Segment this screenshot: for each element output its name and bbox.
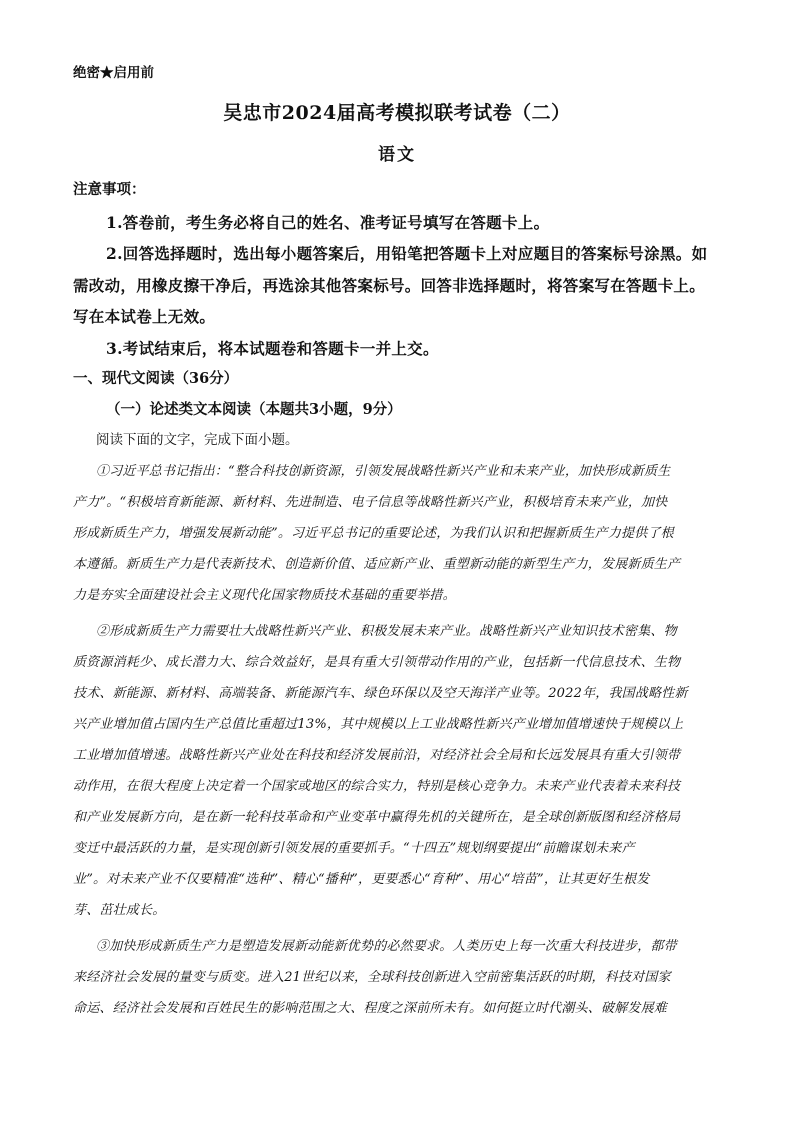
notice-line-3: 需改动，用橡皮擦干净后，再选涂其他答案标号。回答非选择题时，将答案写在答题卡上。 [73, 276, 706, 295]
passage-line: 动作用，在很大程度上决定着一个国家或地区的综合实力，特别是核心竞争力。未来产业代表着未来科技 [73, 779, 681, 794]
notice-line-4: 写在本试卷上无效。 [73, 307, 216, 326]
section-heading: 一、现代文阅读（36分） [73, 370, 239, 387]
reading-instruction: 阅读下面的文字，完成下面小题。 [96, 432, 299, 448]
notice-heading: 注意事项： [73, 181, 146, 198]
passage-line: 芽、茁壮成长。 [73, 903, 166, 918]
passage-line: 和产业发展新方向，是在新一轮科技革命和产业变革中赢得先机的关键所在，是全球创新版图和经济格局 [73, 810, 681, 825]
notice-line-5: 3.考试结束后，将本试题卷和答题卡一并上交。 [106, 339, 439, 358]
confidential-mark: 绝密★启用前 [73, 65, 154, 81]
subsection-heading: （一）论述类文本阅读（本题共3小题，9分） [106, 401, 402, 418]
passage-line: 兴产业增加值占国内生产总值比重超过13%，其中规模以上工业战略性新兴产业增加值增速快于规模以上 [73, 717, 684, 732]
passage-line: 变迁中最活跃的力量，是实现创新引领发展的重要抓手。“十四五”规划纲要提出“前瞻谋划未来产 [73, 841, 635, 856]
passage-line: 力是夯实全面建设社会主义现代化国家物质技术基础的重要举措。 [73, 588, 456, 603]
passage-line: 工业增加值增速。战略性新兴产业处在科技和经济发展前沿，对经济社会全局和长远发展具有重大引领带 [73, 748, 681, 763]
passage-line: 质资源消耗少、成长潜力大、综合效益好，是具有重大引领带动作用的产业，包括新一代信息技术、生物 [73, 655, 681, 670]
passage-line: 业”。对未来产业不仅要精准“选种”、精心“播种”，更要悉心“育种”、用心“培苗”，让其更好生根发 [73, 872, 650, 887]
passage-line: ①习近平总书记指出：“整合科技创新资源，引领发展战略性新兴产业和未来产业，加快形成新质生 [96, 464, 671, 479]
exam-title: 吴忠市2024届高考模拟联考试卷（二） [223, 102, 571, 124]
passage-line: 产力”。“积极培育新能源、新材料、先进制造、电子信息等战略性新兴产业，积极培育未来产业，加快 [73, 495, 668, 510]
notice-line-1: 1.答卷前，考生务必将自己的姓名、准考证号填写在答题卡上。 [106, 213, 550, 232]
subject-title: 语文 [378, 145, 416, 165]
notice-line-2: 2.回答选择题时，选出每小题答案后，用铅笔把答题卡上对应题目的答案标号涂黑。如 [106, 244, 708, 263]
passage-line: 本遵循。新质生产力是代表新技术、创造新价值、适应新产业、重塑新动能的新型生产力，发展新质生产 [73, 557, 681, 572]
passage-line: ②形成新质生产力需要壮大战略性新兴产业、积极发展未来产业。战略性新兴产业知识技术密集、物 [96, 624, 677, 639]
passage-line: 技术、新能源、新材料、高端装备、新能源汽车、绿色环保以及空天海洋产业等。2022年，我国战略性新 [73, 686, 688, 701]
passage-line: 来经济社会发展的量变与质变。进入21世纪以来，全球科技创新进入空前密集活跃的时期，科技对国家 [73, 970, 671, 985]
passage-line: 形成新质生产力，增强发展新动能”。习近平总书记的重要论述，为我们认识和把握新质生产力提供了根 [73, 526, 674, 541]
passage-line: 命运、经济社会发展和百姓民生的影响范围之大、程度之深前所未有。如何挺立时代潮头、破解发展难 [73, 1001, 668, 1016]
passage-line: ③加快形成新质生产力是塑造发展新动能新优势的必然要求。人类历史上每一次重大科技进步，都带 [96, 939, 677, 954]
